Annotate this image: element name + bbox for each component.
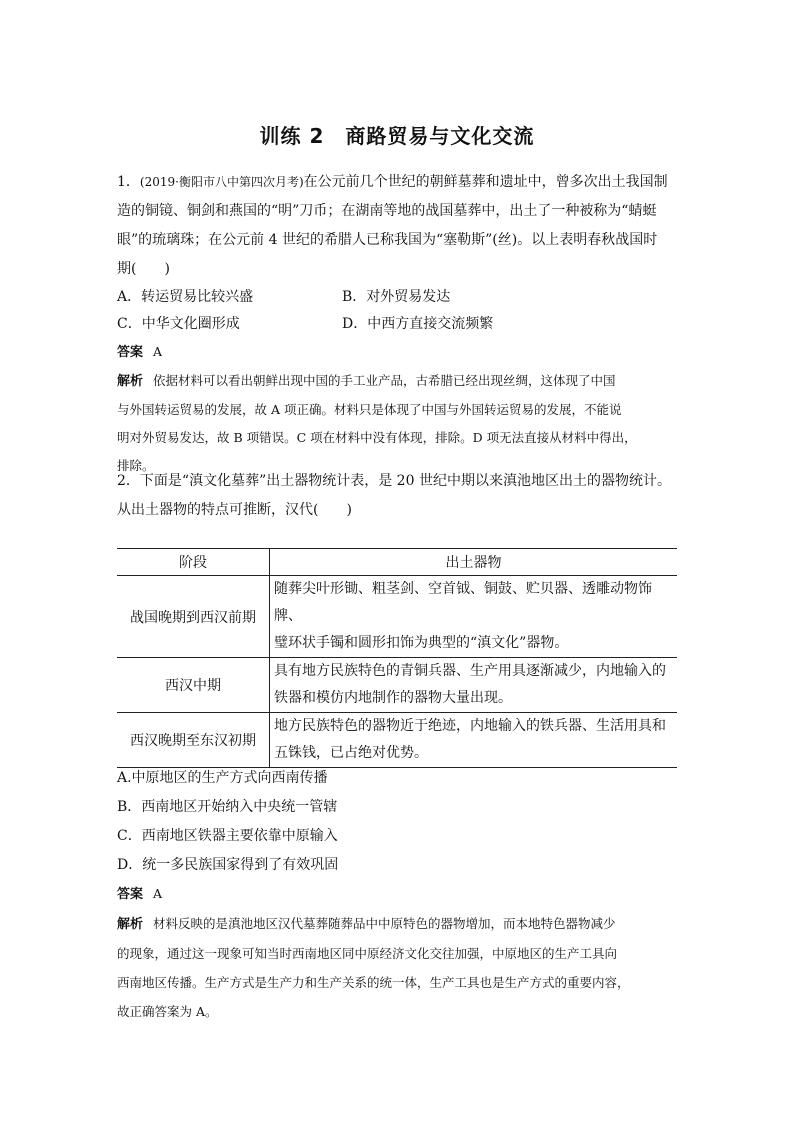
option-b: B．对外贸易发达	[342, 289, 451, 305]
question-1-stem-line: 眼”的琉璃珠；在公元前 4 世纪的希腊人已称我国为“塞勒斯”(丝)。以上表明春秋战国时	[117, 232, 658, 248]
table-header-artifacts: 出土器物	[270, 549, 678, 576]
cell-line: 地方民族特色的器物近于绝迹，内地输入的铁兵器、生活用具和	[274, 718, 666, 734]
question-1-analysis-line	[117, 367, 679, 396]
table-cell-stage: 战国晚期到西汉前期	[117, 576, 270, 658]
question-2-stem-line: 从出土器物的特点可推断，汉代( )	[117, 502, 352, 518]
question-2-analysis-line	[117, 909, 679, 939]
question-1	[117, 168, 679, 480]
question-1-stem-line: 造的铜镜、铜剑和燕国的“明”刀币；在湖南等地的战国墓葬中，出土了一种被称为“蜻蜓	[117, 203, 657, 219]
table-cell-stage: 西汉晚期至东汉初期	[117, 713, 270, 768]
question-1-answer	[117, 338, 679, 367]
question-number: 2．	[117, 473, 140, 489]
answer-value: A	[153, 886, 163, 901]
question-2-analysis-line: 西南地区传播。生产方式是生产力和生产关系的统一体，生产工具也是生产方式的重要内容，	[117, 975, 630, 990]
table-cell-artifacts	[270, 658, 678, 713]
table-row	[117, 658, 677, 713]
table-cell-artifacts	[270, 576, 678, 658]
artifact-table	[117, 548, 677, 768]
analysis-text: 材料反映的是滇池地区汉代墓葬随葬品中中原特色的器物增加，而本地特色器物减少	[153, 916, 616, 931]
cell-line: 璧环状手镯和圆形扣饰为典型的“滇文化”器物。	[274, 635, 569, 651]
cell-line: 五铢钱，已占绝对优势。	[274, 745, 428, 761]
analysis-label: 解析	[117, 374, 144, 389]
table-cell-artifacts	[270, 713, 678, 768]
answer-label: 答案	[117, 345, 144, 360]
answer-label: 答案	[117, 887, 144, 902]
question-2-options-block	[117, 764, 679, 1026]
analysis-text: 依据材料可以看出朝鲜出现中国的手工业产品，古希腊已经出现丝绸，这体现了中国	[153, 373, 616, 388]
question-2-stem-line	[117, 467, 679, 496]
option-d: D．中西方直接交流频繁	[342, 316, 494, 332]
question-1-analysis-line: 与外国转运贸易的发展，故 A 项正确。材料只是体现了中国与外国转运贸易的发展，不能说	[117, 402, 622, 417]
question-number: 1．	[117, 174, 140, 190]
option-b: B．西南地区开始纳入中央统一管辖	[117, 799, 338, 815]
question-2-answer	[117, 880, 679, 909]
question-1-stem-line: 期( )	[117, 261, 170, 277]
cell-line: 随葬尖叶形锄、粗茎剑、空首钺、铜鼓、贮贝器、透雕动物饰牌、	[274, 581, 652, 624]
table-header-stage: 阶段	[117, 549, 270, 576]
option-c: C．中华文化圈形成	[117, 316, 240, 332]
cell-line: 铁器和模仿内地制作的器物大量出现。	[274, 690, 512, 706]
option-a: A．转运贸易比较兴盛	[117, 289, 254, 305]
table-row	[117, 713, 677, 768]
question-1-analysis-line: 明对外贸易发达，故 B 项错误。C 项在材料中没有体现，排除。D 项无法直接从材料中得出，	[117, 430, 637, 445]
question-1-stem-line	[117, 168, 679, 197]
question-text: 下面是“滇文化墓葬”出土器物统计表，是 20 世纪中期以来滇池地区出土的器物统计。	[139, 473, 671, 489]
table-cell-stage: 西汉中期	[117, 658, 270, 713]
question-source: (2019·衡阳市八中第四次月考)	[139, 175, 304, 189]
question-2	[117, 467, 679, 525]
cell-line: 具有地方民族特色的青铜兵器、生产用具逐渐减少，内地输入的	[274, 663, 666, 679]
question-1-analysis-line: 排除。	[117, 458, 155, 473]
question-text: 在公元前几个世纪的朝鲜墓葬和遗址中，曾多次出土我国制	[303, 174, 668, 190]
option-c: C．西南地区铁器主要依靠中原输入	[117, 828, 338, 844]
option-d: D．统一多民族国家得到了有效巩固	[117, 857, 339, 873]
answer-value: A	[153, 344, 163, 359]
question-1-options	[117, 284, 679, 338]
analysis-label: 解析	[117, 917, 144, 932]
question-2-analysis-line: 故正确答案为 A。	[117, 1004, 218, 1019]
option-a: A.中原地区的生产方式向西南传播	[117, 770, 328, 786]
page-title: 训练 2 商路贸易与文化交流	[259, 124, 535, 148]
question-2-analysis-line: 的现象，通过这一现象可知当时西南地区同中原经济文化交往加强，中原地区的生产工具向	[117, 946, 618, 961]
table-row	[117, 576, 677, 658]
table-header-row	[117, 549, 677, 576]
